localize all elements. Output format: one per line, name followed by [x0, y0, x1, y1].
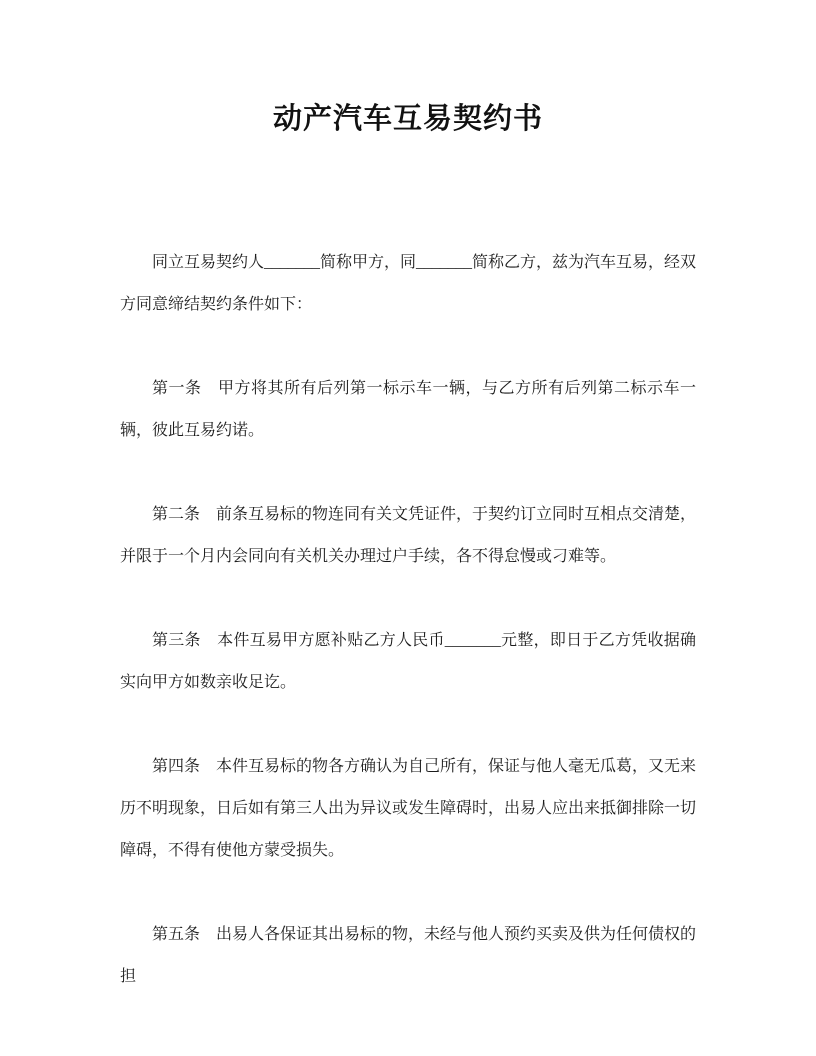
clause-3-paragraph: 第三条 本件互易甲方愿补贴乙方人民币_______元整，即日于乙方凭收据确实向甲方如数亲收足讫。: [120, 632, 696, 691]
clause-4-paragraph: 第四条 本件互易标的物各方确认为自己所有，保证与他人毫无瓜葛，又无来历不明现象，日后如有第三人出为异议或发生障碍时，出易人应出来抵御排除一切障碍，不得有使他方蒙受损失。: [120, 758, 697, 859]
clause-5-paragraph: 第五条 出易人各保证其出易标的物，未经与他人预约买卖及供为任何债权的担: [120, 926, 697, 985]
document-title: 动产汽车互易契约书: [272, 101, 543, 135]
intro-paragraph: 同立互易契约人_______简称甲方，同_______简称乙方，兹为汽车互易，经双方同意缔结契约条件如下：: [120, 254, 697, 313]
clause-1-paragraph: 第一条 甲方将其所有后列第一标示车一辆，与乙方所有后列第二标示车一辆，彼此互易约诺。: [120, 380, 696, 439]
clause-2-paragraph: 第二条 前条互易标的物连同有关文凭证件，于契约订立同时互相点交清楚，并限于一个月内会同向有关机关办理过户手续，各不得怠慢或刁难等。: [120, 506, 697, 565]
